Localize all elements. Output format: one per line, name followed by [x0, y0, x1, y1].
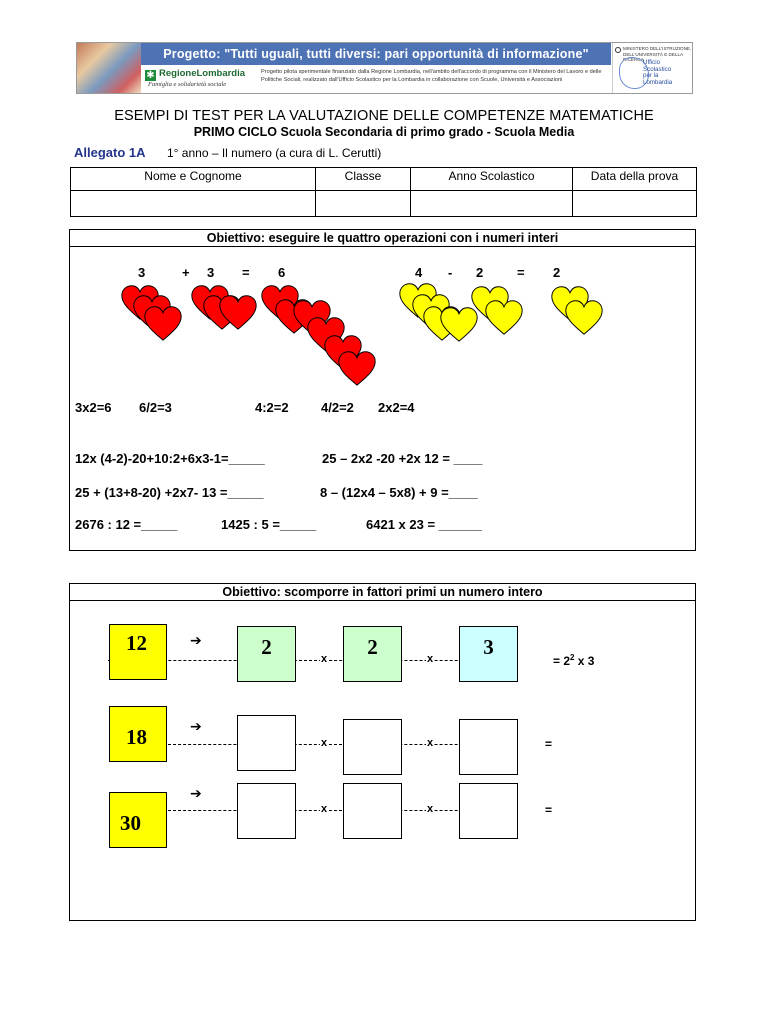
multiply-symbol: x: [427, 803, 434, 815]
section-title: Obiettivo: scomporre in fattori primi un numero intero: [70, 584, 695, 601]
sum-equals: =: [242, 265, 250, 280]
ufficio-line: Ufficio: [643, 59, 661, 66]
regione-star-icon: ✱: [146, 70, 155, 81]
page-title: ESEMPI DI TEST PER LA VALUTAZIONE DELLE COMPETENZE MATEMATICHE: [114, 108, 654, 124]
sub-operator: -: [448, 265, 453, 280]
factorization-result[interactable]: =: [545, 803, 553, 817]
result-prefix: = 2: [553, 654, 571, 668]
result-exponent: 2: [570, 653, 575, 662]
class-field[interactable]: [316, 191, 411, 217]
column-header-class: Classe: [316, 168, 411, 191]
factor-box[interactable]: [459, 783, 518, 839]
exercise[interactable]: 25 – 2x2 -20 +2x 12 = ____: [322, 451, 483, 466]
simple-op: 2x2=4: [378, 400, 415, 415]
exercise[interactable]: 6421 x 23 = ______: [366, 517, 483, 532]
multiply-symbol: x: [427, 653, 434, 665]
column-header-name: Nome e Cognome: [71, 168, 316, 191]
arrow-right-icon: ➔: [190, 785, 202, 801]
factor-box[interactable]: [343, 783, 402, 839]
simple-op: 3x2=6: [75, 400, 112, 415]
date-field[interactable]: [573, 191, 697, 217]
sub-operand-b: 2: [476, 265, 484, 280]
exercise[interactable]: 2676 : 12 =_____: [75, 517, 178, 532]
column-header-date: Data della prova: [573, 168, 697, 191]
number-box: 30: [109, 792, 167, 848]
logo-tagline: Famiglia e solidarietà sociale: [148, 81, 227, 88]
ufficio-line: Lombardia: [643, 78, 673, 86]
student-info-table: [70, 167, 697, 217]
logo-name: RegioneLombardia: [159, 68, 246, 79]
ministry-name: MINISTERO DELL'ISTRUZIONE, DELL'UNIVERSITÀ E DELLA RICERCA: [623, 46, 692, 62]
allegato-description: 1° anno – Il numero (a cura di L. Cerutti): [167, 146, 382, 160]
exercise[interactable]: 1425 : 5 =_____: [221, 517, 317, 532]
children-photo: [77, 43, 141, 93]
dashed-connector: [108, 660, 518, 661]
page-subtitle: PRIMO CICLO Scuola Secondaria di primo grado - Scuola Media: [193, 125, 575, 139]
factorization-result[interactable]: =: [545, 737, 553, 751]
column-header-year: Anno Scolastico: [411, 168, 573, 191]
allegato-label: Allegato 1A: [74, 145, 146, 160]
multiply-symbol: x: [321, 737, 328, 749]
factorization-result: [553, 653, 594, 668]
simple-op: 4:2=2: [255, 400, 289, 415]
factor-box[interactable]: 2: [343, 626, 402, 682]
ufficio-scolastico: [643, 60, 672, 86]
factor-box[interactable]: [459, 719, 518, 775]
header-banner: [76, 42, 693, 94]
number-box: 12: [109, 624, 167, 680]
yellow-heart-icon: [485, 300, 523, 336]
sub-equals: =: [517, 265, 525, 280]
project-title: Progetto: "Tutti uguali, tutti diversi: pari opportunità di informazione": [141, 43, 611, 65]
factor-box[interactable]: [343, 719, 402, 775]
ufficio-logo-block: [612, 43, 693, 93]
result-suffix: x 3: [574, 654, 595, 668]
sub-result: 2: [553, 265, 561, 280]
yellow-hearts-group: [390, 230, 610, 350]
sum-operator: +: [182, 265, 190, 280]
ufficio-line: Scolastico: [643, 65, 672, 73]
factorization-section: [69, 583, 696, 921]
simple-op: 6/2=3: [139, 400, 172, 415]
arrow-right-icon: ➔: [190, 632, 202, 648]
red-heart-icon: [338, 351, 376, 387]
ufficio-line: per la: [643, 72, 659, 80]
sum-operand-b: 3: [207, 265, 215, 280]
sub-operand-a: 4: [415, 265, 423, 280]
number-box: 18: [109, 706, 167, 762]
ministry-emblem-icon: [615, 47, 621, 53]
simple-op: 4/2=2: [321, 400, 354, 415]
red-hearts-group: [70, 230, 390, 390]
regione-lombardia-logo: [145, 68, 257, 92]
factor-box[interactable]: [237, 783, 296, 839]
yellow-heart-icon: [565, 300, 603, 336]
sum-result: 6: [278, 265, 286, 280]
project-description: Progetto pilota sperimentale finanziato dalla Regione Lombardia, nell'ambito dell'accordo di programma con il Ministero del Lavoro e delle Politiche Sociali, realizzato dall'Ufficio Scolastico per la Lombardia in collaborazione con Scuole, Università e Associazioni: [261, 69, 602, 83]
year-field[interactable]: [411, 191, 573, 217]
red-heart-icon: [144, 306, 182, 342]
multiply-symbol: x: [321, 803, 328, 815]
factor-box[interactable]: [237, 715, 296, 771]
red-heart-icon: [219, 295, 257, 331]
multiply-symbol: x: [321, 653, 328, 665]
operations-section: [69, 229, 696, 551]
arrow-right-icon: ➔: [190, 718, 202, 734]
factor-box[interactable]: 3: [459, 626, 518, 682]
name-field[interactable]: [71, 191, 316, 217]
factor-box[interactable]: 2: [237, 626, 296, 682]
exercise[interactable]: 25 + (13+8-20) +2x7- 13 =_____: [75, 485, 264, 500]
section-title: Obiettivo: eseguire le quattro operazioni con i numeri interi: [70, 230, 695, 247]
sum-operand-a: 3: [138, 265, 146, 280]
exercise[interactable]: 8 – (12x4 – 5x8) + 9 =____: [320, 485, 478, 500]
exercise[interactable]: 12x (4-2)-20+10:2+6x3-1=_____: [75, 451, 265, 466]
multiply-symbol: x: [427, 737, 434, 749]
